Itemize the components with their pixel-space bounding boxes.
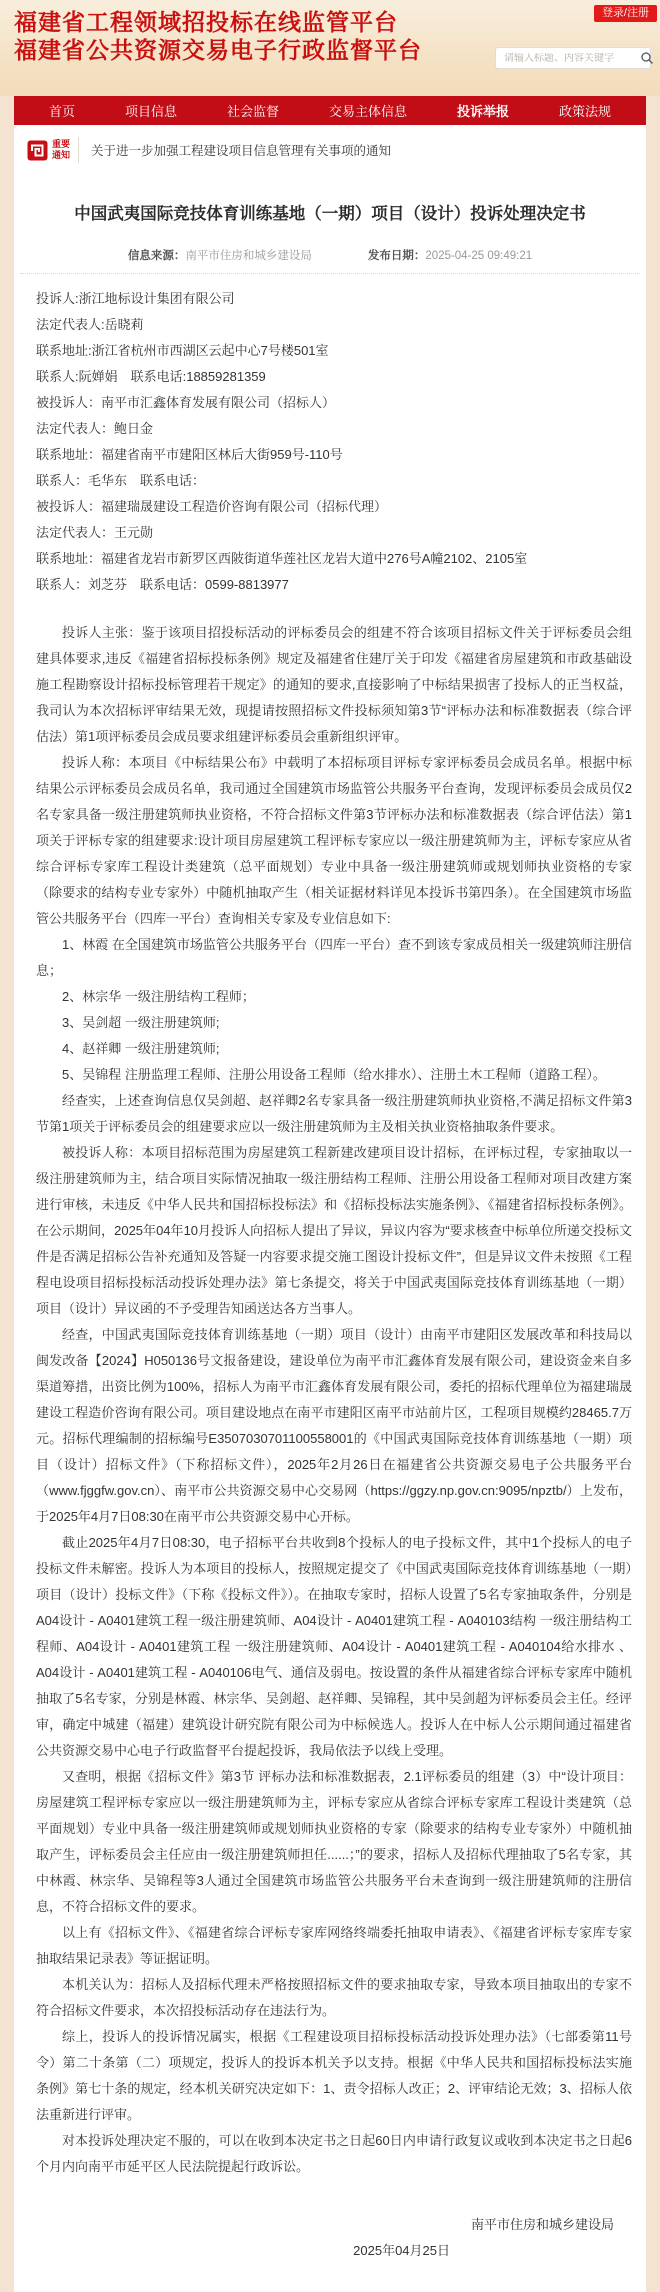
paragraph: 综上，投诉人的投诉情况属实，根据《工程建设项目招标投标活动投诉处理办法》（七部委第11号令）第二十条第（二）项规定，投诉人的投诉本机关予以支持。根据《中华人民共和国招标投标法实施条例》第七十条的规定，经本机关研究决定如下：1、责令招标人改正；2、评审结论无效；3、招标人依法重新进行评审。	[36, 2029, 632, 2122]
signature-agency: 南平市住房和城乡建设局	[470, 2217, 614, 2232]
paragraph: 1、林霞 在全国建筑市场监管公共服务平台（四库一平台）查不到该专家成员相关一级建筑师注册信息；	[36, 937, 632, 978]
content-panel	[14, 125, 646, 2292]
info-line: 投诉人:浙江地标设计集团有限公司	[36, 291, 235, 306]
info-line: 联系人:阮婵娟 联系电话:18859281359	[36, 369, 266, 384]
paragraph: 投诉人称：本项目《中标结果公布》中载明了本招标项目评标专家评标委员会成员名单。根据中标结果公示评标委员会成员名单，我司通过全国建筑市场监管公共服务平台查询，发现评标委员会成员仅2名专家具备一级注册建筑师执业资格，不符合招标文件第3节评标办法和标准数据表（综合评估法）第1项关于评标专家的组建要求:设计项目房屋建筑工程评标专家应以一级注册建筑师为主，评标专家应从省综合评标专家库工程设计类建筑（总平面规划）专业中具备一级注册建筑师或规划师执业资格的专家（除要求的结构专业专家外）中随机抽取产生（相关证据材料详见本投诉书第四条）。在全国建筑市场监管公共服务平台（四库一平台）查询相关专家及专业信息如下:	[36, 755, 632, 926]
paragraph: 以上有《招标文件》、《福建省综合评标专家库网络终端委托抽取申请表》、《福建省评标专家库专家抽取结果记录表》等证据证明。	[36, 1925, 632, 1966]
paragraph: 经查，中国武夷国际竞技体育训练基地（一期）项目（设计）由南平市建阳区发展改革和科技局以闽发改备【2024】H050136号文报备建设，建设单位为南平市汇鑫体育发展有限公司，建设资金来自多渠道筹措，出资比例为100%，招标人为南平市汇鑫体育发展有限公司，委托的招标代理单位为福建瑞晟建设工程造价咨询有限公司。项目建设地点在南平市建阳区南平市站前片区，工程项目规模约28465.7万元。招标代理编制的招标编号E3507030701100558001的《中国武夷国际竞技体育训练基地（一期）项目（设计）招标文件》（下称招标文件），2025年2月26日在福建省公共资源交易电子公共服务平台（www.fjggfw.gov.cn）、南平市公共资源交易中心交易网（https://ggzy.np.gov.cn:9095/npztb/）上发布，于2025年4月7日08:30在南平市公共资源交易中心开标。	[36, 1327, 632, 1524]
paragraph: 被投诉人称：本项目招标范围为房屋建筑工程新建改建项目设计招标，在评标过程，专家抽取以一级注册建筑师为主，结合项目实际情况抽取一级注册结构工程师、注册公用设备工程师对项目改建方案进行审核，未违反《中华人民共和国招标投标法》和《招标投标法实施条例》、《福建省招标投标条例》。在公示期间，2025年04年10月投诉人向招标人提出了异议，异议内容为“要求核查中标单位所递交投标文件是否满足招标公告补充通知及答疑一内容要求提交施工图设计投标文件”，但是异议文件未按照《工程程电设项目招标投标活动投诉处理办法》第七条提交，将关于中国武夷国际竞技体育训练基地（一期）项目（设计）异议函的不予受理告知函送达各方当事人。	[36, 1145, 632, 1316]
notice-badge: 重要 通知	[52, 139, 71, 160]
paragraph: 2、林宗华 一级注册结构工程师；	[62, 989, 255, 1004]
info-line: 联系地址:浙江省杭州市西湖区云起中心7号楼501室	[36, 343, 329, 358]
nav-item[interactable]: 投诉举报	[456, 104, 509, 119]
paragraph: 本机关认为：招标人及招标代理未严格按照招标文件的要求抽取专家，导致本项目抽取出的专家不符合招标文件要求，本次招投标活动存在违法行为。	[36, 1977, 632, 2018]
signature-block	[36, 2212, 632, 2264]
publish-date-value: 2025-04-25 09:49:21	[425, 250, 533, 262]
important-notice-icon	[27, 140, 48, 161]
paragraph: 又查明，根据《招标文件》第3节 评标办法和标准数据表，2.1评标委员的组建（3）中“设计项目：房屋建筑工程评标专家应以一级注册建筑师为主，评标专家应从省综合评标专家库工程设计类建筑（总平面规划）专业中具备一级注册建筑师或规划师执业资格的专家（除要求的结构专业专家外）中随机抽取产生，评标委员会主任应由一级注册建筑师担任......；”的要求，招标人及招标代理抽取了5名专家，其中林霞、林宗华、吴锦程等3人通过全国建筑市场监管公共服务平台未查询到一级注册建筑师的注册信息，不符合招标文件的要求。	[36, 1769, 632, 1914]
info-line: 法定代表人:岳晓莉	[36, 317, 144, 332]
info-line: 被投诉人：南平市汇鑫体育发展有限公司（招标人）	[36, 395, 336, 410]
info-line: 联系人：毛华东 联系电话：	[36, 473, 206, 488]
login-register-button[interactable]: 登录/注册	[594, 5, 657, 22]
info-line: 被投诉人：福建瑞晟建设工程造价咨询有限公司（招标代理）	[36, 499, 388, 514]
paragraph: 对本投诉处理决定不服的，可以在收到本决定书之日起60日内申请行政复议或收到本决定书之日起6个月内向南平市延平区人民法院提起行政诉讼。	[36, 2133, 632, 2174]
info-line: 联系人：刘芝芬 联系电话：0599-8813977	[36, 577, 289, 592]
important-notice-bar	[14, 125, 646, 173]
paragraph: 4、赵祥卿 一级注册建筑师;	[62, 1041, 220, 1056]
info-line: 法定代表人：鲍日金	[36, 421, 154, 436]
site-title-line1: 福建省工程领域招投标在线监管平台	[14, 9, 398, 35]
article-title: 中国武夷国际竞技体育训练基地（一期）项目（设计）投诉处理决定书	[74, 205, 586, 223]
nav-item[interactable]: 社会监督	[226, 104, 279, 119]
notice-divider	[78, 137, 79, 163]
nav-item[interactable]: 首页	[48, 104, 75, 119]
paragraph: 截止2025年4月7日08:30，电子招标平台共收到8个投标人的电子投标文件，其中1个投标人的电子投标文件未解密。投诉人为本项目的投标人，按照规定提交了《中国武夷国际竞技体育训练基地（一期）项目（设计）投标文件》（下称《投标文件》）。在抽取专家时，招标人设置了5名专家抽取条件，分别是A04设计 - A0401建筑工程一级注册建筑师、A04设计 - A0401建筑工程 - A040103结构 一级注册结构工程师、A04设计 - A0401建筑工程 一级注册建筑师、A04设计 - A0401建筑工程 - A040104给水排水 、A04设计 - A0401建筑工程 - A040106电气、通信及弱电。按设置的条件从福建省综合评标专家库中随机抽取了5名专家，分别是林霞、林宗华、吴剑超、赵祥卿、吴锦程，其中吴剑超为评标委员会主任。经评审，确定中城建（福建）建筑设计研究院有限公司为中标候选人。投诉人在中标人公示期间通过福建省公共资源交易中心电子行政监督平台提起投诉，我局依法予以线上受理。	[36, 1535, 632, 1758]
paragraph: 5、吴锦程 注册监理工程师、注册公用设备工程师（给水排水）、注册土木工程师（道路工程）。	[62, 1067, 606, 1082]
main-nav	[14, 96, 646, 125]
article-meta	[14, 247, 646, 263]
site-header	[0, 0, 660, 96]
nav-item[interactable]: 政策法规	[558, 104, 611, 119]
info-line: 法定代表人：王元勋	[36, 525, 154, 540]
search-input[interactable]	[496, 53, 640, 64]
site-title-line2: 福建省公共资源交易电子行政监督平台	[14, 37, 422, 63]
nav-item[interactable]: 交易主体信息	[328, 104, 407, 119]
source-label: 信息来源：	[127, 250, 186, 262]
nav-item[interactable]: 项目信息	[124, 104, 177, 119]
info-line: 联系地址：福建省龙岩市新罗区西陂街道华莲社区龙岩大道中276号A幢2102、2105室	[36, 551, 528, 566]
signature-date: 2025年04月25日	[353, 2243, 450, 2258]
paragraph: 3、吴剑超 一级注册建筑师;	[62, 1015, 220, 1030]
info-line: 联系地址：福建省南平市建阳区林后大街959号-110号	[36, 447, 343, 462]
paragraph: 经查实，上述查询信息仅吴剑超、赵祥卿2名专家具备一级注册建筑师执业资格,不满足招标文件第3节第1项关于评标委员会的组建要求应以一级注册建筑师为主及相关执业资格抽取条件要求。	[36, 1093, 632, 1134]
article-body	[14, 274, 646, 2264]
publish-date-label: 发布日期：	[367, 250, 426, 262]
search-box	[495, 47, 651, 69]
party-info-lines	[36, 286, 632, 598]
decision-paragraphs	[36, 620, 632, 2180]
paragraph: 投诉人主张：鉴于该项目招投标活动的评标委员会的组建不符合该项目招标文件关于评标委员会组建具体要求,违反《福建省招标投标条例》规定及福建省住建厅关于印发《福建省房屋建筑和市政基础设施工程勘察设计招标投标管理若干规定》的通知的要求,直接影响了中标结果损害了投标人的正当权益，我司认为本次招标评审结果无效，现提请按照招标文件投标须知第3节“评标办法和标准数据表（综合评估法）第1项评标委员会成员要求组建评标委员会重新组织评审。	[36, 625, 632, 744]
notice-link[interactable]: 关于进一步加强工程建设项目信息管理有关事项的通知	[91, 144, 392, 158]
search-icon[interactable]	[640, 50, 654, 66]
source-value: 南平市住房和城乡建设局	[185, 250, 312, 262]
